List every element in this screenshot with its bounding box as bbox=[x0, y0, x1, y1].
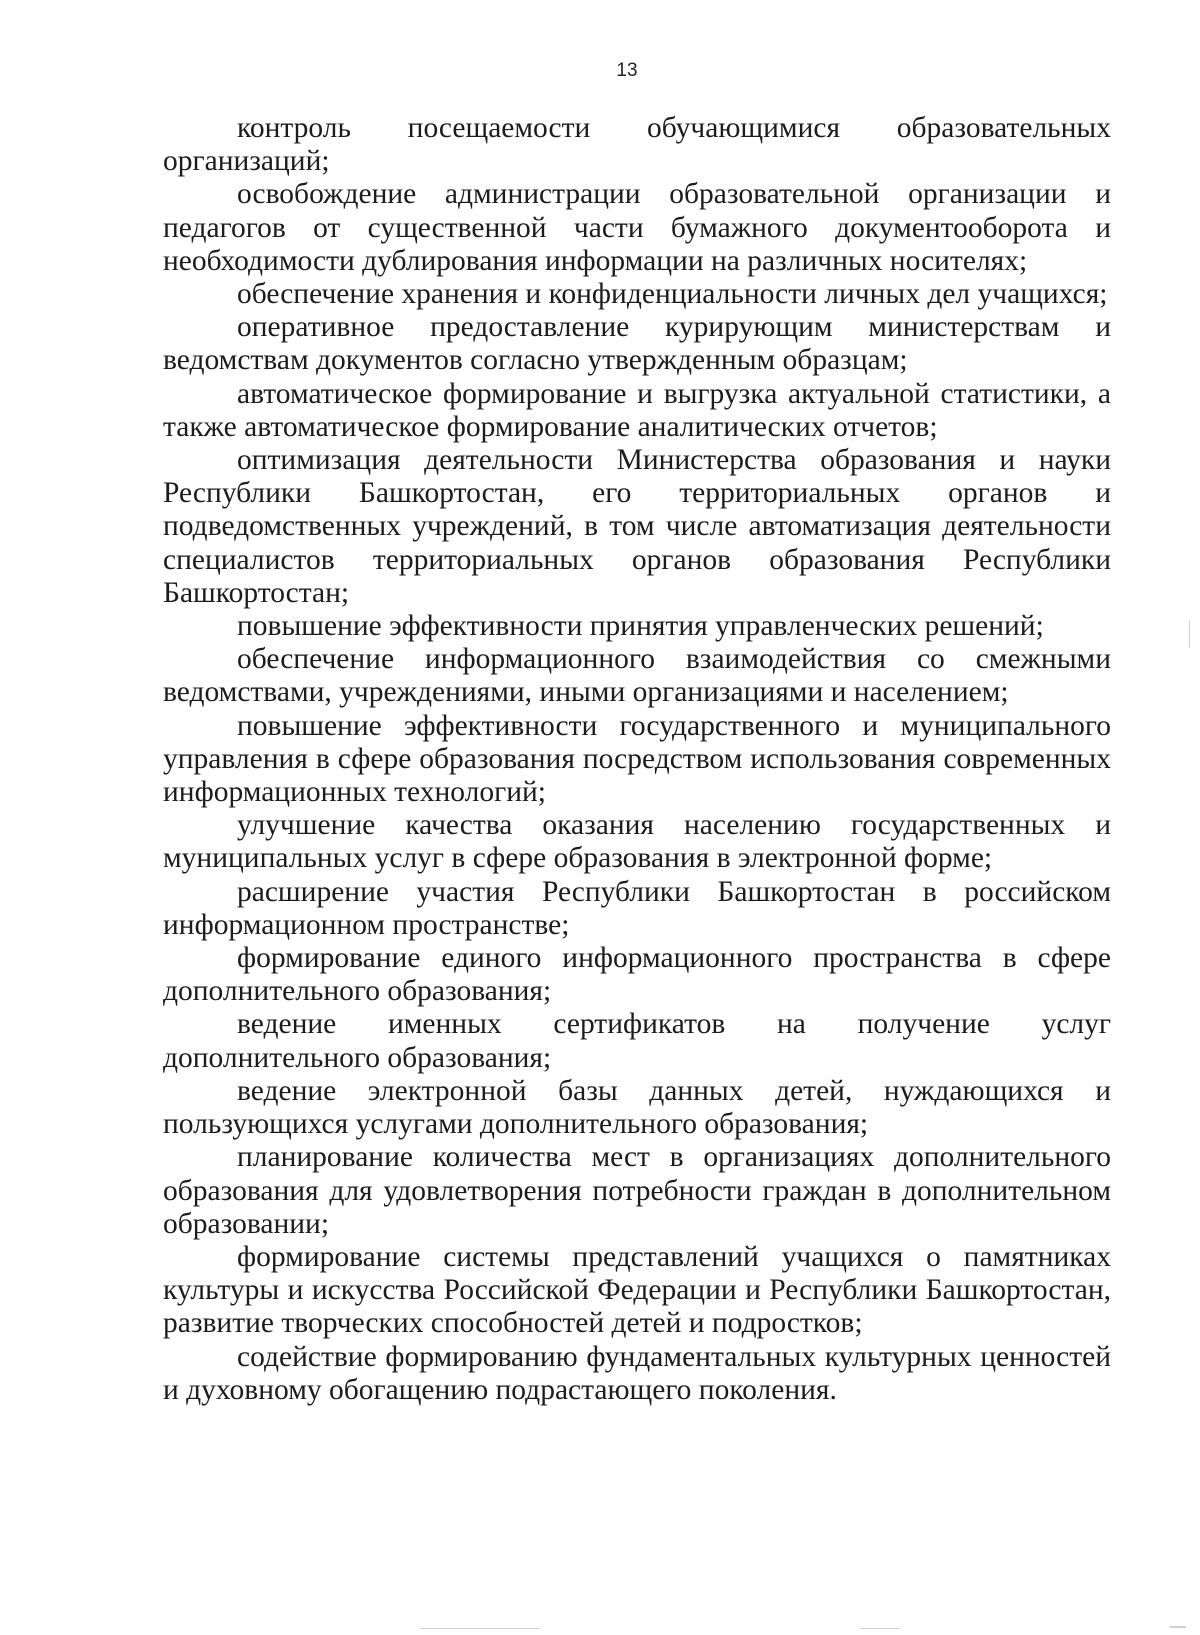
list-item: планирование количества мест в организациях дополнительного образования для удовлетворения потребности граждан в дополнительном образовании; bbox=[163, 1141, 1111, 1240]
list-item: обеспечение хранения и конфиденциальности личных дел учащихся; bbox=[237, 278, 1108, 311]
list-item: ведение электронной базы данных детей, нуждающихся и пользующихся услугами дополнительного образования; bbox=[163, 1074, 1111, 1141]
list-item: содействие формированию фундаментальных культурных ценностей и духовному обогащению подрастающего поколения. bbox=[163, 1340, 1111, 1406]
document-body bbox=[163, 112, 1111, 1407]
list-item: повышение эффективности государственного и муниципального управления в сфере образования посредством использования современных информационных технологий; bbox=[163, 709, 1111, 809]
scan-edge-mark bbox=[1170, 1626, 1186, 1628]
list-item: обеспечение информационного взаимодействия со смежными ведомствами, учреждениями, иными организациями и населением; bbox=[163, 643, 1111, 709]
list-item: оптимизация деятельности Министерства образования и науки Республики Башкортостан, его территориальных органов и подведомственных учреждений, в том числе автоматизация деятельности специалистов территориальных органов образования Республики Башкортостан; bbox=[163, 444, 1111, 609]
list-item: освобождение администрации образовательной организации и педагогов от существенной части бумажного документооборота и необходимости дублирования информации на различных носителях; bbox=[163, 178, 1111, 277]
list-item: повышение эффективности принятия управленческих решений; bbox=[237, 610, 1044, 643]
scan-edge-mark bbox=[860, 1628, 900, 1629]
list-item: улучшение качества оказания населению государственных и муниципальных услуг в сфере образования в электронной форме; bbox=[163, 809, 1111, 875]
scan-edge-mark bbox=[420, 1628, 540, 1629]
list-item: формирование единого информационного пространства в сфере дополнительного образования; bbox=[163, 942, 1111, 1008]
list-item: оперативное предоставление курирующим министерствам и ведомствам документов согласно утвержденным образцам; bbox=[163, 311, 1111, 377]
page-number: 13 bbox=[616, 60, 638, 81]
list-item: автоматическое формирование и выгрузка актуальной статистики, а также автоматическое формирование аналитических отчетов; bbox=[163, 377, 1111, 443]
list-item: расширение участия Республики Башкортостан в российском информационном пространстве; bbox=[163, 875, 1111, 941]
scan-edge-mark bbox=[1189, 620, 1190, 648]
list-item: формирование системы представлений учащихся о памятниках культуры и искусства Российской Федерации и Республики Башкортостан, развитие творческих способностей детей и подростков; bbox=[163, 1240, 1111, 1340]
list-item: ведение именных сертификатов на получение услуг дополнительного образования; bbox=[163, 1008, 1111, 1074]
list-item: контроль посещаемости обучающимися образовательных организаций; bbox=[163, 112, 1111, 178]
